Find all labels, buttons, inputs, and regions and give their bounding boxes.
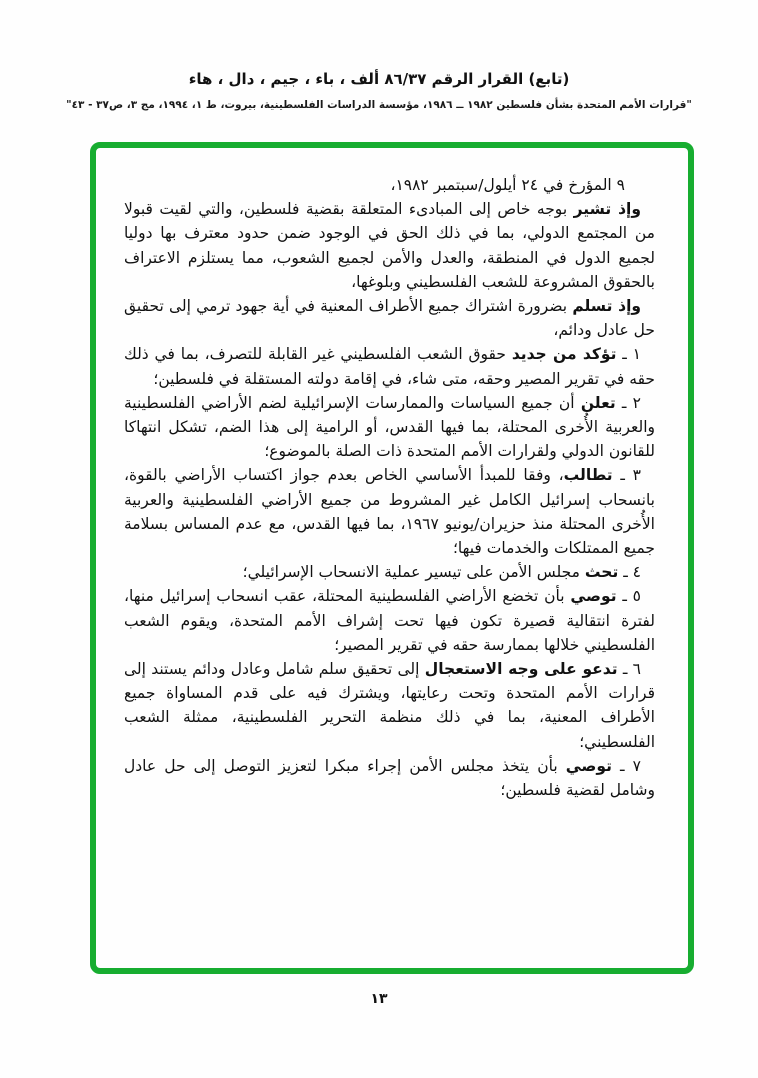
paragraph-text: ، وفقا للمبدأ الأساسي الخاص بعدم جواز اكتساب الأراضي بالقوة، بانسحاب إسرائيل الكامل غير المشروط من جميع الأراضي الفلسطينية والعربية الأُخرى المحتلة منذ حزيران/يونيو ١٩٦٧، بما فيها القدس، مع عدم المساس بسلامة جميع الممتلكات والخدمات فيها؛	[124, 466, 655, 558]
paragraph-lead: تؤكد من جديد	[511, 345, 617, 364]
paragraph-text: أن جميع السياسات والممارسات الإسرائيلية لضم الأراضي الفلسطينية والعربية الأُخرى المحتلة، بما فيها القدس، أو الرامية إلى هذا الضم، تشكل انتهاكا للقانون الدولي ولقرارات الأمم المتحدة ذات الصلة بالموضوع؛	[124, 393, 655, 461]
paragraph	[124, 342, 655, 390]
paragraph-text: ٩ المؤرخ في ٢٤ أيلول/سبتمبر ١٩٨٢،	[390, 176, 625, 194]
paragraph	[124, 391, 655, 464]
paragraph	[124, 294, 655, 342]
paragraph-lead: تعلن	[580, 393, 616, 412]
resolution-box	[90, 142, 694, 974]
paragraph	[124, 754, 655, 802]
paragraph-lead: تدعو على وجه الاستعجال	[424, 660, 618, 679]
clause-number: ٧ ـ	[611, 756, 641, 775]
resolution-title: (تابع) القرار الرقم ٨٦/٣٧ ألف ، باء ، جيم ، دال ، هاء	[188, 70, 570, 88]
paragraph	[124, 560, 655, 584]
paragraph	[124, 657, 655, 754]
paragraph-text: إلى تحقيق سلم شامل وعادل ودائم يستند إلى قرارات الأمم المتحدة وتحت رعايتها، ويشترك فيه على قدم المساواة جميع الأطراف المعنية، بما في ذلك منظمة التحرير الفلسطينية، ممثلة الشعب الفلسطيني؛	[124, 660, 655, 751]
paragraph	[124, 197, 655, 294]
clause-number: ٤ ـ	[618, 563, 641, 582]
clause-number: ٥ ـ	[616, 587, 641, 606]
paragraph-text: بضرورة اشتراك جميع الأطراف المعنية في أية جهود ترمي إلى تحقيق حل عادل ودائم،	[124, 297, 655, 340]
paragraph-lead: تحث	[584, 563, 619, 582]
paragraph-lead: توصي	[565, 756, 612, 775]
clause-number: ٣ ـ	[612, 466, 641, 485]
source-citation: "قرارات الأمم المتحدة بشأن فلسطين ١٩٨٢ ــ ١٩٨٦، مؤسسة الدراسات الفلسطينية، بيروت، ط ١، ١٩٩٤، مج ٣، ص٣٧ - ٤٣"	[66, 99, 692, 111]
paragraph-lead: تطالب	[563, 466, 613, 485]
page-number: ١٣	[370, 991, 388, 1007]
clause-number: ٢ ـ	[615, 393, 641, 412]
clause-number: ١ ـ	[616, 345, 641, 364]
paragraph	[124, 584, 655, 657]
paragraph-text: بوجه خاص إلى المبادىء المتعلقة بقضية فلسطين، والتي لقيت قبولا من المجتمع الدولي، بما في ذلك الحق في الوجود ضمن حدود معترف بها دوليا لجميع الدول في المنطقة، والعدل والأمن لجميع الشعوب، مما يستلزم الاعتراف بالحقوق المشروعة للشعب الفلسطيني وبلوغها،	[124, 200, 655, 291]
paragraph-text: بأن تخضع الأراضي الفلسطينية المحتلة، عقب انسحاب إسرائيل منها، لفترة انتقالية قصيرة تكون فيها تحت إشراف الأمم المتحدة، ويقوم الشعب الفلسطيني خلالها بممارسة حقه في تقرير المصير؛	[124, 587, 655, 654]
paragraph-text: حقوق الشعب الفلسطيني غير القابلة للتصرف، بما في ذلك حقه في تقرير المصير وحقه، متى شاء، في إقامة دولته المستقلة في فلسطين؛	[124, 345, 655, 388]
paragraph-text: مجلس الأمن على تيسير عملية الانسحاب الإسرائيلي؛	[242, 563, 585, 582]
paragraph-lead: وإذ تسلم	[572, 297, 642, 316]
clause-number: ٦ ـ	[617, 660, 641, 679]
paragraph	[124, 463, 655, 560]
paragraph-lead: وإذ تشير	[573, 200, 641, 219]
paragraph-lead: توصي	[570, 587, 617, 606]
paragraph-text: بأن يتخذ مجلس الأمن إجراء مبكرا لتعزيز التوصل إلى حل عادل وشامل لقضية فلسطين؛	[124, 756, 655, 800]
paragraph	[124, 173, 655, 197]
